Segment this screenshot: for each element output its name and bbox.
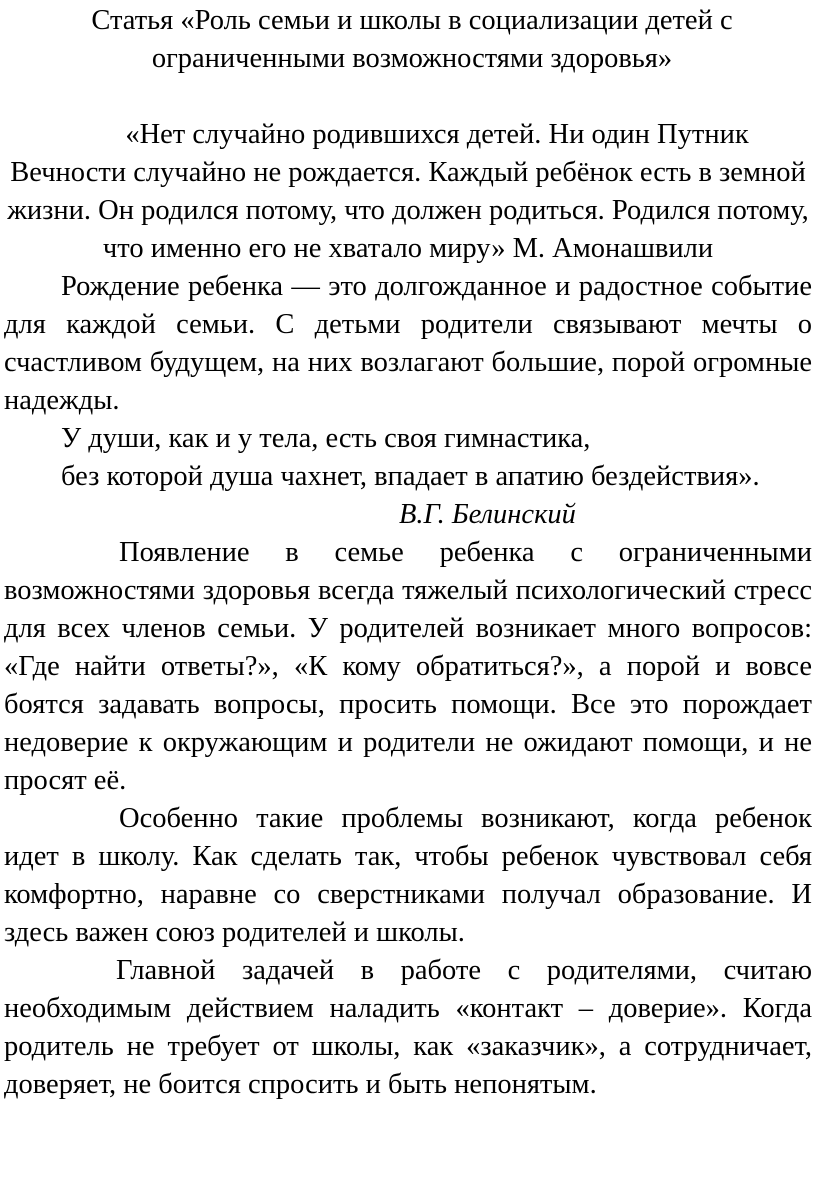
epigraph-belinsky-line1: У души, как и у тела, есть своя гимнастика, <box>61 423 591 454</box>
paragraph-stress: Появление в семье ребенка с ограниченными возможностями здоровья всегда тяжелый психологический стресс для всех членов семьи. У родителей возникает много вопросов: «Где найти ответы?», «К кому обратиться?», а порой и вовсе боятся задавать вопросы, просить помощи. Все это порождает недоверие к окружающим и родители не ожидают помощи, и не просят её. <box>4 537 812 796</box>
epigraph-first-line: «Нет случайно родившихся детей. Ни один Путник <box>125 119 749 150</box>
paragraph-school: Особенно такие проблемы возникают, когда ребенок идет в школу. Как сделать так, чтобы ребенок чувствовал себя комфортно, наравне со сверстниками получал образование. И здесь важен союз родителей и школы. <box>4 803 812 948</box>
paragraph-birth: Рождение ребенка — это долгожданное и радостное событие для каждой семьи. С детьми родители связывают мечты о счастливом будущем, на них возлагают большие, порой огромные надежды. <box>4 271 812 416</box>
epigraph-rest: Вечности случайно не рождается. Каждый ребёнок есть в земной жизни. Он родился потому, что должен родиться. Родился потому, что именно его не хватало миру» М. Амонашвили <box>7 157 809 264</box>
paragraph-trust: Главной задачей в работе с родителями, считаю необходимым действием наладить «контакт – доверие». Когда родитель не требует от школы, как «заказчик», а сотрудничает, доверяет, не боится спросить и быть непонятым. <box>4 955 812 1100</box>
epigraph-amonashvili <box>4 116 812 268</box>
epigraph-belinsky-line2: без которой душа чахнет, впадает в апатию бездействия». <box>61 461 760 492</box>
article-title: Статья «Роль семьи и школы в социализации детей с ограниченными возможностями здоровья» <box>91 5 733 74</box>
epigraph-signature: В.Г. Белинский <box>399 499 576 530</box>
